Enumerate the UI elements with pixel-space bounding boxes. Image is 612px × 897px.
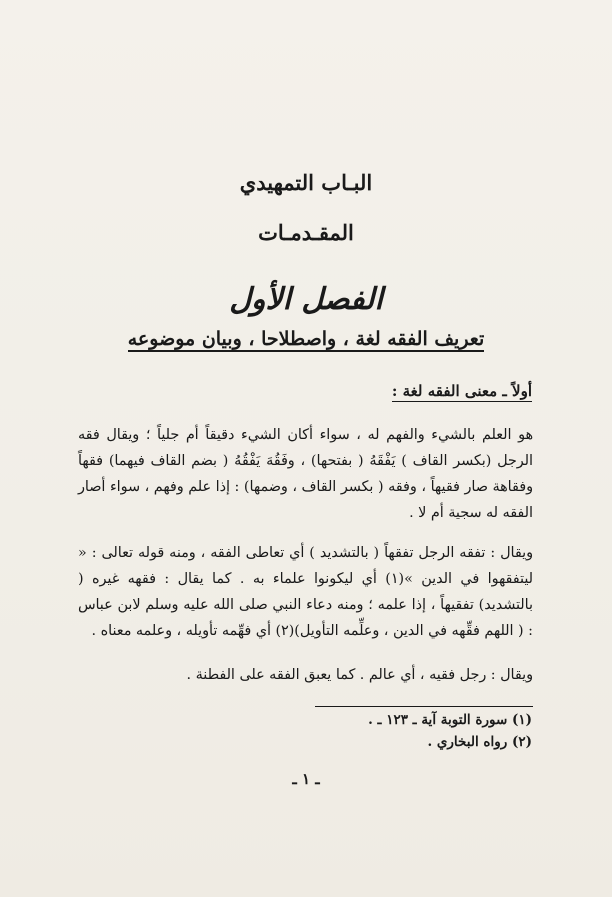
chapter-title: الفصل الأول bbox=[229, 282, 383, 317]
paragraph-1: هو العلم بالشيء والفهم له ، سواء أكان الشيء دقيقاً أم جلياً ؛ ويقال فقه الرجل (بكسر القاف ) يَفْقَهُ ( بفتحها) ، وفَقُهَ يَفْقُهُ ( بضم القاف فيهما) فقهاً وفقاهة صار فقيهاً ، وفقه ( بكسر القاف ، وضمها) : إذا علم وفهم ، سواء أصار الفقه له سجية أم لا . bbox=[78, 427, 533, 521]
topic-title bbox=[0, 328, 612, 350]
footnote-1: (١) سورة التوبة آية ـ ١٢٣ ـ . bbox=[368, 712, 532, 728]
paragraph-3: ويقال : رجل فقيه ، أي عالم . كما يعبق الفقه على الفطنة . bbox=[186, 667, 533, 683]
page-number: ـ ١ ـ bbox=[292, 770, 320, 788]
part-title: البـاب التمهيدي bbox=[239, 170, 373, 195]
section-heading: أولاً ـ معنى الفقه لغة : bbox=[391, 382, 532, 400]
footnote-divider bbox=[315, 706, 533, 707]
footnote-2: (٢) رواه البخاري . bbox=[427, 734, 532, 750]
paragraph-2: ويقال : تفقه الرجل تفقهاً ( بالتشديد ) أي تعاطى الفقه ، ومنه قوله تعالى : « ليتفقهوا في الدين »(١) أي ليكونوا علماء به . كما يقال : فقهه غيره ( بالتشديد) تفقيهاً ، إذا علمه ؛ ومنه دعاء النبي صلى الله عليه وسلم لابن عباس : ( اللهم فقِّهه في الدين ، وعلِّمه التأويل)(٢) أي فهِّمه تأويله ، وعلمه معناه . bbox=[78, 545, 533, 639]
intro-title: المقـدمـات bbox=[258, 220, 354, 245]
topic-title-text: تعريف الفقه لغة ، واصطلاحا ، وبيان موضوعه bbox=[127, 328, 485, 350]
